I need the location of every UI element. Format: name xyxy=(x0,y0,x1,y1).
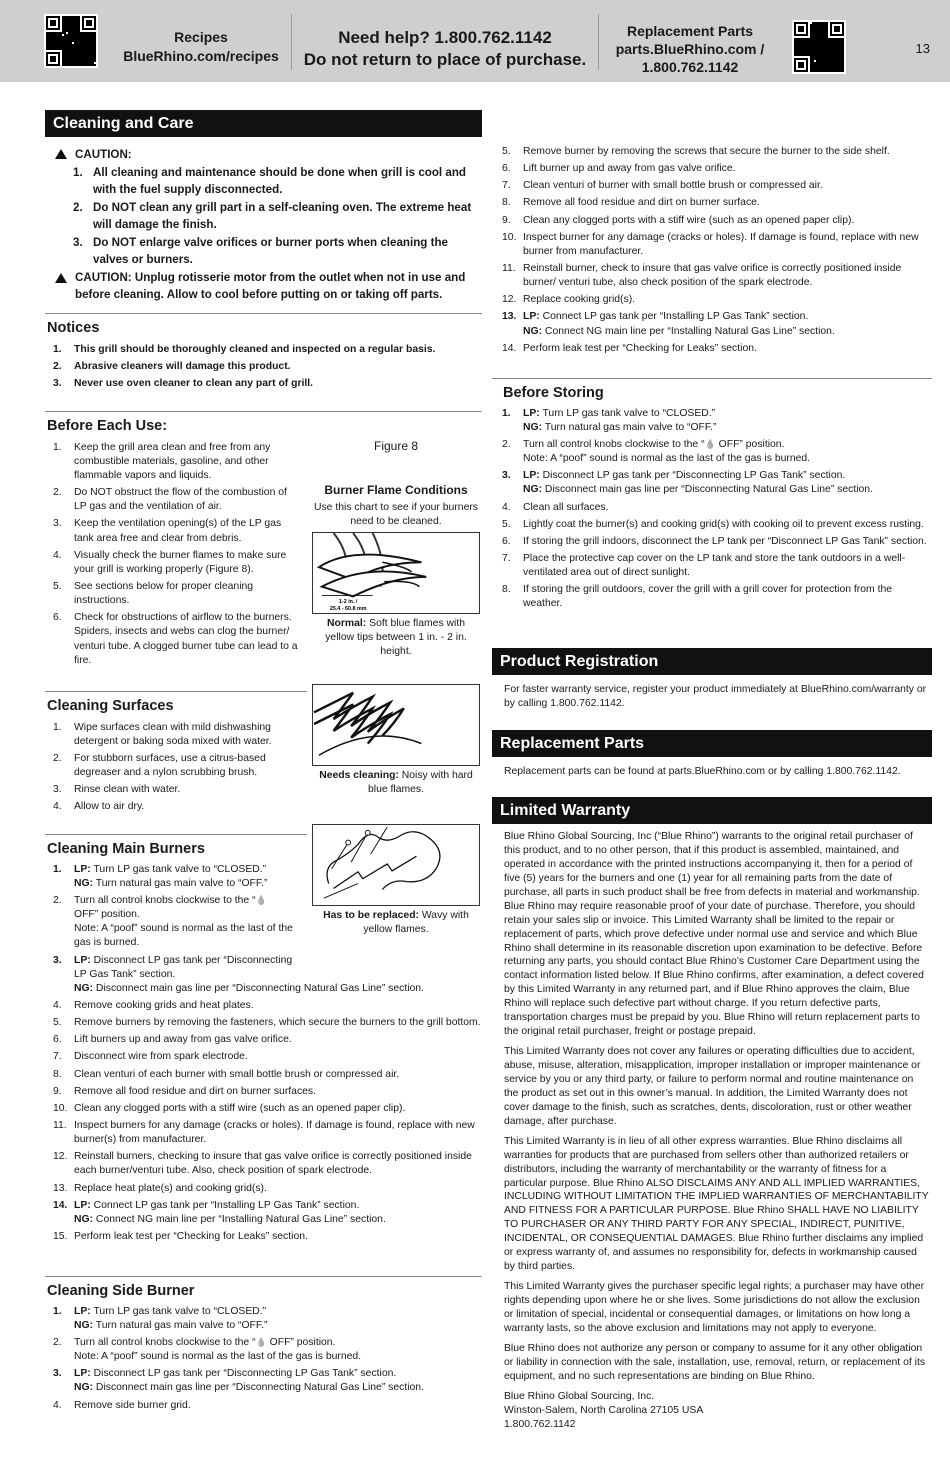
section-title: Cleaning Main Burners xyxy=(45,834,307,860)
figure-subtitle: Use this chart to see if your burners need to be cleaned. xyxy=(313,501,478,527)
item-text: If storing the grill indoors, disconnect the LP tank per “Disconnect LP Gas Tank” section. xyxy=(523,535,927,547)
section-title: Replacement Parts xyxy=(492,730,932,757)
address-city: Winston-Salem, North Carolina 27105 USA xyxy=(504,1404,704,1416)
caution-label: CAUTION: xyxy=(75,148,132,161)
item-text: Lift burner up and away from gas valve orifice. xyxy=(523,163,736,175)
normal-caption xyxy=(312,617,480,659)
side-burner-list xyxy=(45,1305,482,1413)
item-text: Remove all food residue and dirt on burner surfaces. xyxy=(74,1085,317,1097)
item-text: Inspect burners for any damage (cracks or holes). If damage is found, replace with new burner(s) from manufacturer. xyxy=(74,1119,475,1146)
section-title: Product Registration xyxy=(492,648,932,675)
item-number: 9. xyxy=(53,1085,62,1097)
warranty-body xyxy=(492,830,932,1384)
normal-flame-image xyxy=(312,532,480,614)
dimension-label: 25.4 - 50.8 mm xyxy=(329,605,367,612)
side-burner-list-end xyxy=(492,310,932,355)
help-banner xyxy=(294,27,596,71)
list-item xyxy=(53,517,300,545)
item-number: 1. xyxy=(73,166,83,180)
before-storing-section xyxy=(492,372,932,612)
list-item: 14. Perform leak test per “Checking for Leaks” section. xyxy=(502,342,757,354)
list-item: 4. Remove side burner grid. xyxy=(53,1399,191,1411)
warranty-address xyxy=(492,1390,932,1432)
list-item xyxy=(53,752,300,780)
list-item xyxy=(53,377,482,391)
item-number: 1. xyxy=(53,343,62,355)
list-item: 1. LP: Turn LP gas tank valve to “CLOSED.” NG: Turn natural gas main valve to “OFF.” xyxy=(502,407,717,433)
item-number: 4. xyxy=(502,501,511,513)
caption-text: Noisy with hard blue flames. xyxy=(367,770,473,796)
item-text: Disconnect wire from spark electrode. xyxy=(74,1051,248,1063)
item-number: 6. xyxy=(502,163,511,175)
recipes-url: BlueRhino.com/recipes xyxy=(123,47,279,64)
list-item xyxy=(53,1182,482,1196)
item-number: 12. xyxy=(53,1151,68,1163)
qr-code-parts[interactable] xyxy=(792,20,846,74)
item-number: 7. xyxy=(502,552,511,564)
list-item xyxy=(53,611,300,668)
item-text: Clean any clogged ports with a stiff wire (such as an opened paper clip). xyxy=(523,214,855,226)
parts-text: Replacement parts can be found at parts.BlueRhino.com or by calling 1.800.762.1142. xyxy=(504,766,901,777)
list-item xyxy=(53,1102,482,1116)
list-item xyxy=(53,721,300,749)
item-number: 11. xyxy=(53,1119,67,1131)
item-text: See sections below for proper cleaning instructions. xyxy=(74,580,254,607)
item-text: Wipe surfaces clean with mild dishwashing detergent or baking soda mixed with water. xyxy=(74,721,272,747)
figure-label: Figure 8 xyxy=(373,439,419,453)
item-text: Abrasive cleaners will damage this product. xyxy=(74,360,291,372)
item-number: 2. xyxy=(53,753,62,764)
item-text: Visually check the burner flames to make sure your grill is working properly (Figure 8). xyxy=(74,549,287,575)
item-text: If storing the grill outdoors, cover the grill with a grill cover for protection from the weather. xyxy=(523,584,893,610)
list-item xyxy=(502,231,932,259)
section-title: Cleaning Side Burner xyxy=(45,1276,482,1302)
item-number: 4. xyxy=(53,549,62,561)
recipes-link[interactable] xyxy=(116,28,286,66)
item-number: 3. xyxy=(53,784,62,796)
side-burner-section xyxy=(45,1270,482,1413)
parts-title: Replacement Parts xyxy=(626,23,754,39)
list-item xyxy=(502,552,932,580)
before-use-list xyxy=(45,441,300,668)
list-item xyxy=(502,518,932,532)
list-item xyxy=(502,214,932,228)
list-item xyxy=(502,162,932,176)
list-item: 14. LP: Connect LP gas tank per “Installing LP Gas Tank” section. NG: Connect NG main line per “Installing Natural Gas Line” section. xyxy=(53,1199,386,1225)
item-text: Clean any clogged ports with a stiff wire (such as an opened paper clip). xyxy=(74,1102,406,1114)
notices-list xyxy=(45,343,482,391)
parts-url: parts.BlueRhino.com / xyxy=(615,41,765,58)
item-number: 11. xyxy=(502,262,516,274)
help-notice: Do not return to place of purchase. xyxy=(303,50,587,70)
list-item: 3. LP: Disconnect LP gas tank per “Disconnecting LP Gas Tank” section. NG: Disconnect main gas line per “Disconnecting Natural Gas Line” section. xyxy=(53,1368,424,1394)
list-item: 2. Turn all control knobs clockwise to the “💧 OFF” position. Note: A “poof” sound is normal as the last of the gas is burned. xyxy=(53,895,293,949)
cleaning-care-section xyxy=(45,110,482,303)
item-text: Clean all surfaces. xyxy=(523,501,609,513)
caption-text: Soft blue flames with yellow tips between 1 in. - 2 in. height. xyxy=(325,617,467,658)
item-number: 1. xyxy=(53,441,62,453)
header-divider xyxy=(291,14,292,70)
item-number: 5. xyxy=(53,1017,62,1029)
item-number: 4. xyxy=(53,801,62,813)
qr-code-recipes[interactable] xyxy=(44,14,98,68)
list-item xyxy=(53,580,300,608)
list-item xyxy=(55,200,472,233)
address-company: Blue Rhino Global Sourcing, Inc. xyxy=(504,1390,655,1402)
warning-icon xyxy=(55,149,67,159)
caption-text: Wavy with yellow flames. xyxy=(363,910,469,936)
warranty-paragraph: This Limited Warranty does not cover any failures or operating difficulties due to accident, abuse, misuse, alteration, misapplication, improper installation or improper maintenance or service by you or any third party, or failure to perform normal and routine maintenance on the product as set out in this owner’s manual. In addition, the Limited Warranty does not cover damage to the finish, such as scratches, dents, discoloration, rust or other weather damage, after purchase. xyxy=(504,1046,921,1127)
list-item xyxy=(502,262,932,290)
list-item xyxy=(55,235,472,268)
item-text: Do NOT enlarge valve orifices or burner ports when cleaning the valves or burners. xyxy=(93,236,448,266)
item-number: 3. xyxy=(53,378,62,389)
recipes-title: Recipes xyxy=(174,29,228,45)
caution-rotisserie: CAUTION: Unplug rotisserie motor from the outlet when not in use and before cleaning. Allow to cool before putting on or taking off parts. xyxy=(75,271,466,301)
list-item: 1. LP: Turn LP gas tank valve to “CLOSED.” NG: Turn natural gas main valve to “OFF.” xyxy=(53,1305,268,1331)
item-text: Reinstall burners, checking to insure that gas valve orifice is correctly positioned inside each burner/venturi tube. Also, check position of spark electrode. xyxy=(74,1151,472,1177)
notices-section xyxy=(45,307,482,391)
item-text: Do NOT clean any grill part in a self-cleaning oven. The extreme heat will damage the finish. xyxy=(93,201,472,231)
list-item xyxy=(502,501,932,515)
list-item: 3. LP: Disconnect LP gas tank per “Disconnecting LP Gas Tank” section. xyxy=(53,954,293,980)
list-item xyxy=(53,999,482,1013)
list-item xyxy=(53,486,300,514)
item-text: Lift burners up and away from gas valve orifice. xyxy=(74,1034,292,1046)
flame-icon: 💧 xyxy=(255,895,267,905)
list-item: 2. Turn all control knobs clockwise to the “💧 OFF” position. Note: A “poof” sound is normal as the last of the gas is burned. xyxy=(53,1337,362,1363)
item-text: Clean venturi of burner with small bottle brush or compressed air. xyxy=(523,180,823,192)
list-item xyxy=(53,343,482,357)
main-burners-section xyxy=(45,828,482,1244)
section-title: Before Each Use: xyxy=(45,411,482,437)
list-item: 2. Turn all control knobs clockwise to the “💧 OFF” position. Note: A “poof” sound is normal as the last of the gas is burned. xyxy=(502,439,811,465)
section-title: Cleaning Surfaces xyxy=(45,691,307,717)
warranty-paragraph: Blue Rhino Global Sourcing, Inc (“Blue Rhino”) warrants to the original retail purchaser of this product, and to no other person, that if this product is assembled, maintained, and operated in accordance with the printed instructions accompanying it, then for a period of five (5) years for the burners and one (1) year for all remaining parts from the date of purchase, all parts in such product shall be free from defects in material and workmanship. Blue Rhino may require reasonable proof of your date of purchase. Therefore, you should retain your sales slip or invoice. This Limited Warranty shall be limited to the repair or replacement of parts, which prove defective under normal use and service and which Blue Rhino shall determine in its reasonable discretion upon examination to be defective. Before returning any parts, you should contact Blue Rhino’s Customer Care Department using the contact information listed below. If Blue Rhino confirms, after examination, a defect covered by this Limited Warranty in any returned part, and if Blue Rhino approves the claim, Blue Rhino will replace such defective part without charge. If you return defective parts, transportation charges must be prepaid by you. Blue Rhino will return replacement parts to the original retail purchaser, freight or postage prepaid. xyxy=(504,831,924,1038)
item-text: Replace heat plate(s) and cooking grid(s). xyxy=(74,1182,267,1194)
list-item xyxy=(53,549,300,577)
flame-icon: 💧 xyxy=(255,1337,267,1347)
item-number: 12. xyxy=(502,294,517,306)
item-number: 5. xyxy=(502,146,511,157)
list-item xyxy=(53,1016,482,1030)
before-storing-list xyxy=(492,407,932,498)
item-text: Reinstall burner, check to insure that gas valve orifice is correctly positioned inside burner/ venturi tube, also check position of the spark electrode. xyxy=(523,262,902,289)
parts-link[interactable] xyxy=(603,22,777,77)
item-text: All cleaning and maintenance should be done when grill is cool and with the fuel supply disconnected. xyxy=(93,166,466,196)
item-text: This grill should be thoroughly cleaned and inspected on a regular basis. xyxy=(74,343,436,355)
item-text: Place the protective cap cover on the LP tank and store the tank outdoors in a well-ventilated area out of direct sunlight. xyxy=(523,552,906,579)
item-text: Keep the grill area clean and free from any combustible materials, gasoline, and other flammable vapors and liquids. xyxy=(74,441,271,481)
page-number: 13 xyxy=(915,41,930,56)
list-item xyxy=(55,165,472,198)
item-text: Lightly coat the burner(s) and cooking grid(s) with cooking oil to prevent excess rusting. xyxy=(523,518,924,530)
surfaces-list xyxy=(45,721,300,815)
item-number: 10. xyxy=(502,231,517,243)
item-text: Remove cooking grids and heat plates. xyxy=(74,999,254,1011)
list-item: 3. LP: Disconnect LP gas tank per “Disconnecting LP Gas Tank” section. NG: Disconnect main gas line per “Disconnecting Natural Gas Line” section. xyxy=(502,470,873,496)
caption-bold: Has to be replaced: xyxy=(323,910,419,921)
item-text: Rinse clean with water. xyxy=(74,784,181,796)
list-item xyxy=(53,360,482,374)
list-item xyxy=(53,1050,482,1064)
section-title: Before Storing xyxy=(492,378,932,404)
item-number: 4. xyxy=(53,999,62,1011)
item-text: Check for obstructions of airflow to the burners. Spiders, insects and webs can clog the burner/ venturi tube. A clogged burner tube can lead to a fire. xyxy=(74,612,298,666)
list-item xyxy=(502,293,932,307)
item-text: Remove burners by removing the fasteners, which secure the burners to the grill bottom. xyxy=(74,1017,481,1029)
before-storing-list-cont xyxy=(492,501,932,612)
item-number: 8. xyxy=(53,1068,62,1080)
dimension-label: 1-2 in. / xyxy=(338,599,358,606)
list-item xyxy=(502,179,932,193)
item-number: 9. xyxy=(502,214,511,226)
list-item xyxy=(502,535,932,549)
item-number: 2. xyxy=(73,201,83,215)
item-number: 6. xyxy=(53,1034,62,1046)
item-number: 1. xyxy=(53,721,62,733)
item-text: Remove burner by removing the screws that secure the burner to the side shelf. xyxy=(523,146,890,157)
item-text: Do NOT obstruct the flow of the combustion of LP gas and the ventilation of air. xyxy=(74,487,287,513)
section-title: Notices xyxy=(45,313,482,339)
warranty-paragraph: Blue Rhino does not authorize any person or company to assume for it any other obligation or liability in connection with the sale, installation, use, removal, return, or replacement of its equipment, and no such representations are binding on Blue Rhino. xyxy=(504,1342,926,1382)
figure-title: Burner Flame Conditions xyxy=(324,483,468,498)
warning-icon xyxy=(55,273,67,283)
item-number: 7. xyxy=(53,1051,62,1063)
address-phone: 1.800.762.1142 xyxy=(504,1418,576,1430)
before-use-section xyxy=(45,405,307,668)
list-item xyxy=(53,1068,482,1082)
list-item: NG: Disconnect main gas line per “Disconnecting Natural Gas Line” section. xyxy=(74,982,424,994)
list-item xyxy=(53,800,300,814)
main-burners-list-cont xyxy=(45,999,482,1196)
page-header xyxy=(0,0,950,82)
item-text: Clean venturi of each burner with small bottle brush or compressed air. xyxy=(74,1068,400,1080)
main-burners-list-end xyxy=(45,1199,482,1244)
parts-phone: 1.800.762.1142 xyxy=(641,59,739,76)
header-divider xyxy=(598,14,599,70)
item-text: Inspect burner for any damage (cracks or holes). If damage is found, replace with new burner from manufacturer. xyxy=(523,231,919,257)
list-item: 13. LP: Connect LP gas tank per “Installing LP Gas Tank” section. NG: Connect NG main line per “Installing Natural Gas Line” section. xyxy=(502,311,835,337)
list-item xyxy=(53,1150,482,1178)
item-number: 8. xyxy=(502,584,511,596)
list-item: 15. Perform leak test per “Checking for Leaks” section. xyxy=(53,1230,308,1242)
caption-bold: Normal: xyxy=(326,617,367,629)
warranty-paragraph: This Limited Warranty is in lieu of all other express warranties. Blue Rhino disclaims all warranties for products that are purchased from sellers other than authorized retailers or distributors, including the warranty of merchantability or the warranty of fitness for a particular purpose. Blue Rhino ALSO DISCLAIMS ANY AND ALL IMPLIED WARRANTIES, INCLUDING WITHOUT LIMITATION THE IMPLIED WARRANTIES OF MERCHANTABILITY AND FITNESS FOR A PARTICULAR PURPOSE. Blue Rhino SHALL HAVE NO LIABILITY TO PURCHASER OR ANY THIRD PARTY FOR ANY SPECIAL, INDIRECT, PUNITIVE, INCIDENTAL, OR CONSEQUENTIAL DAMAGES. Blue Rhino further disclaims any implied or express warranty of, and assumes no responsibility for, defects in workmanship caused by third parties. xyxy=(504,1135,929,1273)
item-number: 5. xyxy=(502,518,511,530)
list-item: 1. LP: Turn LP gas tank valve to “CLOSED.” NG: Turn natural gas main valve to “OFF.” xyxy=(53,863,268,889)
help-phone: Need help? 1.800.762.1142 xyxy=(338,28,552,47)
caption-bold: Needs cleaning: xyxy=(319,770,399,781)
list-item xyxy=(53,1119,482,1147)
figure-8 xyxy=(312,438,480,659)
needs-cleaning-caption xyxy=(312,769,480,797)
section-title: Cleaning and Care xyxy=(45,110,482,137)
registration-text: For faster warranty service, register your product immediately at BlueRhino.com/warranty or by calling 1.800.762.1142. xyxy=(504,684,927,710)
list-item xyxy=(53,1085,482,1099)
side-burner-list-cont xyxy=(492,145,932,307)
list-item xyxy=(53,783,300,797)
item-number: 6. xyxy=(502,535,511,547)
list-item xyxy=(53,441,300,483)
section-title: Limited Warranty xyxy=(492,797,932,824)
item-number: 7. xyxy=(502,180,511,192)
list-item xyxy=(502,145,932,159)
list-item xyxy=(502,583,932,611)
main-burners-list xyxy=(45,863,482,996)
item-number: 5. xyxy=(53,580,62,592)
side-burner-cont xyxy=(492,142,932,356)
item-number: 8. xyxy=(502,197,511,209)
item-text: Remove all food residue and dirt on burner surface. xyxy=(523,197,760,209)
product-registration-section xyxy=(492,648,932,711)
item-number: 2. xyxy=(53,360,62,372)
list-item xyxy=(502,196,932,210)
list-item xyxy=(53,1033,482,1047)
item-number: 3. xyxy=(73,236,83,250)
item-text: Keep the ventilation opening(s) of the LP gas tank area free and clear from debris. xyxy=(74,518,282,544)
item-number: 3. xyxy=(53,518,62,530)
flame-icon: 💧 xyxy=(704,439,716,449)
needs-cleaning-flame-image xyxy=(312,684,480,766)
item-text: Allow to air dry. xyxy=(74,801,145,813)
replacement-parts-section xyxy=(492,730,932,779)
figure-needs-cleaning xyxy=(312,684,480,797)
caution-block xyxy=(45,147,472,303)
cleaning-surfaces-section xyxy=(45,685,307,815)
item-number: 6. xyxy=(53,612,62,624)
item-text: Never use oven cleaner to clean any part of grill. xyxy=(74,378,314,389)
item-number: 2. xyxy=(53,487,62,499)
item-number: 10. xyxy=(53,1102,68,1114)
item-number: 13. xyxy=(53,1182,68,1194)
caution-list xyxy=(55,165,472,268)
item-text: For stubborn surfaces, use a citrus-based degreaser and a nylon scrubbing brush. xyxy=(74,753,266,779)
warranty-paragraph: This Limited Warranty gives the purchaser specific legal rights; a purchaser may have other rights depending upon where he or she lives. Some jurisdictions do not allow the exclusion or limitation of special, incidental or consequential damages, or limitations on how long a warranty lasts, so the above exclusion and limitations may not apply to everyone. xyxy=(504,1281,925,1334)
item-text: Replace cooking grid(s). xyxy=(523,294,636,306)
warranty-section xyxy=(492,797,932,1431)
